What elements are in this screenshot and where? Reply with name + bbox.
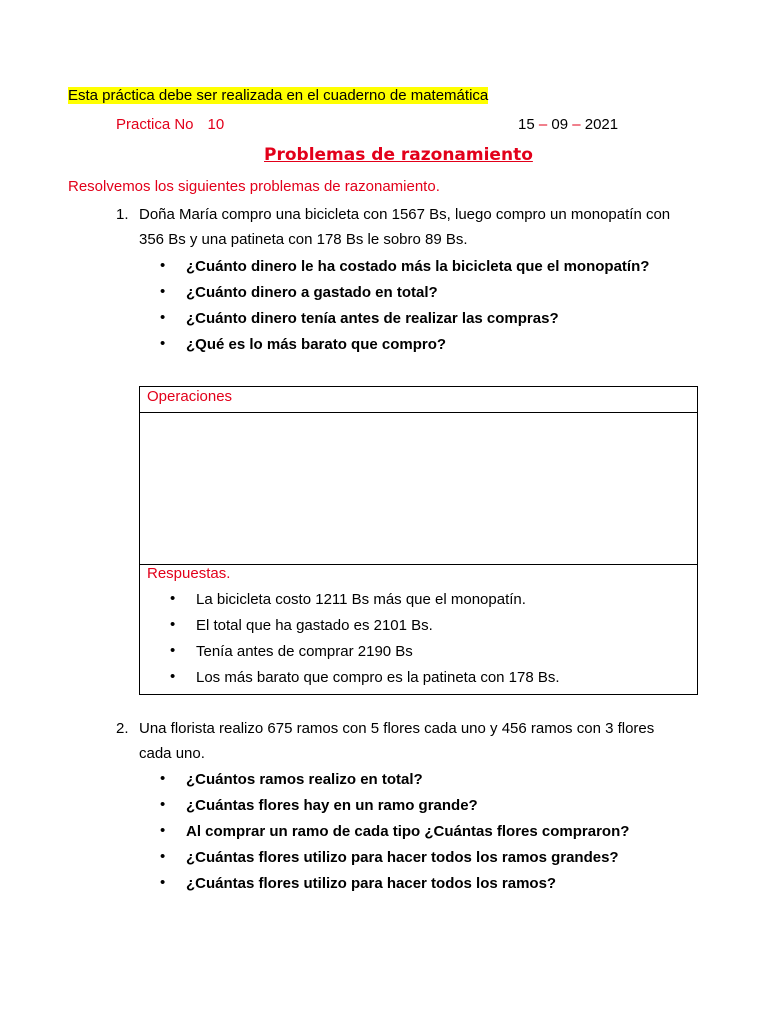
question-text: ¿Cuánto dinero a gastado en total? bbox=[186, 284, 438, 301]
operations-answers-box bbox=[139, 386, 698, 695]
operations-header-cell bbox=[140, 387, 698, 413]
bullet-icon: • bbox=[170, 590, 176, 607]
instruction-text: Esta práctica debe ser realizada en el cuaderno de matemática bbox=[68, 87, 489, 104]
question-text: ¿Cuántos ramos realizo en total? bbox=[186, 771, 423, 788]
operations-label: Operaciones bbox=[147, 388, 233, 405]
question-text: ¿Cuántas flores hay en un ramo grande? bbox=[186, 797, 478, 814]
answer-text: El total que ha gastado es 2101 Bs. bbox=[196, 617, 433, 634]
subtitle: Resolvemos los siguientes problemas de razonamiento. bbox=[68, 178, 440, 195]
bullet-icon: • bbox=[170, 668, 176, 685]
problem-2-number: 2. bbox=[116, 720, 129, 737]
problem-2-text-line-2: cada uno. bbox=[139, 745, 205, 762]
problem-1-text-line-1: Doña María compro una bicicleta con 1567 Bs, luego compro un monopatín con bbox=[139, 206, 671, 223]
bullet-icon: • bbox=[170, 642, 176, 659]
bullet-icon: • bbox=[160, 848, 166, 865]
problem-2-text-line-1: Una florista realizo 675 ramos con 5 flores cada uno y 456 ramos con 3 flores bbox=[139, 720, 655, 737]
bullet-icon: • bbox=[160, 283, 166, 300]
bullet-icon: • bbox=[160, 257, 166, 274]
answer-text: Tenía antes de comprar 2190 Bs bbox=[196, 643, 413, 660]
answer-text: Los más barato que compro es la patineta con 178 Bs. bbox=[196, 669, 560, 686]
question-text: Al comprar un ramo de cada tipo ¿Cuántas flores compraron? bbox=[186, 823, 630, 840]
bullet-icon: • bbox=[160, 822, 166, 839]
question-text: ¿Cuántas flores utilizo para hacer todos los ramos grandes? bbox=[186, 849, 619, 866]
practice-label bbox=[116, 116, 224, 133]
bullet-icon: • bbox=[160, 874, 166, 891]
operations-workspace bbox=[140, 413, 698, 565]
question-text: ¿Cuánto dinero le ha costado más la bicicleta que el monopatín? bbox=[186, 258, 650, 275]
question-text: ¿Cuánto dinero tenía antes de realizar las compras? bbox=[186, 310, 559, 327]
practice-number: 10 bbox=[207, 116, 225, 133]
question-text: ¿Qué es lo más barato que compro? bbox=[186, 336, 447, 353]
bullet-icon: • bbox=[160, 309, 166, 326]
problem-1-text-line-2: 356 Bs y una patineta con 178 Bs le sobro 89 Bs. bbox=[139, 231, 468, 248]
bullet-icon: • bbox=[170, 616, 176, 633]
bullet-icon: • bbox=[160, 335, 166, 352]
problem-1-number: 1. bbox=[116, 206, 129, 223]
answers-label: Respuestas. bbox=[147, 565, 231, 582]
date-month: 09 bbox=[551, 116, 569, 133]
answer-text: La bicicleta costo 1211 Bs más que el monopatín. bbox=[196, 591, 526, 608]
date-separator-2: – bbox=[572, 116, 581, 133]
date-separator-1: – bbox=[538, 116, 548, 133]
question-text: ¿Cuántas flores utilizo para hacer todos los ramos? bbox=[186, 875, 557, 892]
page-title: Problemas de razonamiento bbox=[264, 145, 533, 165]
answers-cell bbox=[140, 565, 698, 695]
practice-date bbox=[518, 116, 618, 133]
bullet-icon: • bbox=[160, 796, 166, 813]
date-year: 2021 bbox=[584, 116, 619, 133]
bullet-icon: • bbox=[160, 770, 166, 787]
practice-label-text: Practica No bbox=[116, 116, 194, 133]
date-day: 15 bbox=[518, 116, 535, 133]
